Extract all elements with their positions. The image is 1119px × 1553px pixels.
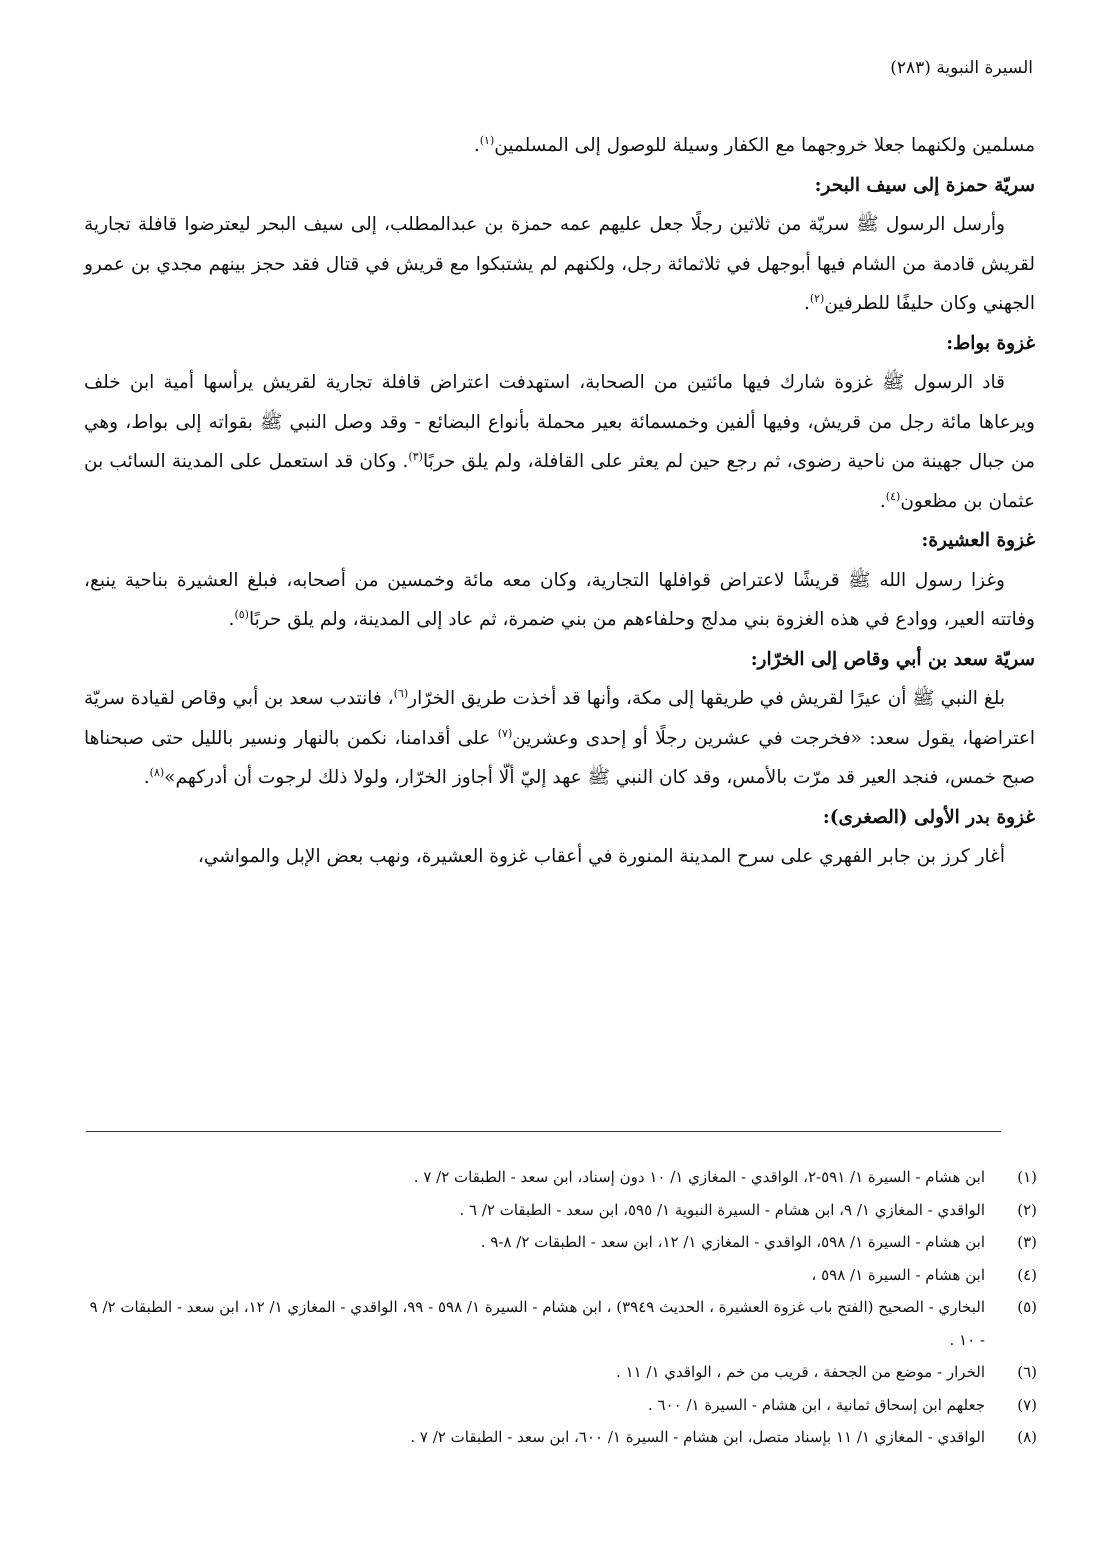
footnote-number: (٦) xyxy=(1017,1363,1037,1381)
paragraph-text: قاد الرسول ﷺ غزوة شارك فيها مائتين من الصحابة، استهدفت اعتراض قافلة تجارية لقريش يرأسها أمية ابن خلف ويرعاها مائة رجل من قريش، وفيها ألفين وخمسمائة بعير محملة بأنواع البضائع - وقد وصل النبي ﷺ بقواته إلى بواط، وهي من جبال جهينة من ناحية رضوى، ثم رجع حين لم يعثر على القافلة، ولم يلق حربًا xyxy=(84,372,1036,472)
footnote xyxy=(86,1226,1037,1259)
paragraph-text: وغزا رسول الله ﷺ قريشًا لاعتراض قوافلها التجارية، وكان معه مائة وخمسين من أصحابه، فبلغ العشيرة بناحية ينبع، وفاتته العير، ووادع في هذه الغزوة بني مدلج وحلفاءهم من بني ضمرة، ثم عاد إلى المدينة، ولم يلق حربًا xyxy=(84,569,1035,630)
footnote-ref: (٥) xyxy=(234,607,249,621)
footnote-text: ابن هشام - السيرة ١/ ٥٩١-٢، الواقدي - المغازي ١/ ١٠ دون إسناد، ابن سعد - الطبقات ٢/ ٧ . xyxy=(413,1168,985,1186)
paragraph xyxy=(84,363,1035,521)
footnote-ref: (١) xyxy=(479,133,495,147)
footnote-number: (٥) xyxy=(1017,1298,1037,1316)
footnote-text: الخرار - موضع من الجحفة ، قريب من خم ، الواقدي ١/ ١١ . xyxy=(615,1363,985,1381)
paragraph-tail: . xyxy=(473,135,480,156)
footnote xyxy=(86,1356,1037,1389)
paragraph-tail: . وكان قد استعمل على المدينة السائب بن عثمان بن مظعون xyxy=(84,451,1035,512)
paragraph xyxy=(84,679,1035,798)
footnote-ref: (٣) xyxy=(408,449,423,463)
paragraph xyxy=(84,205,1035,324)
paragraph-tail: على أقدامنا، نكمن بالنهار ونسير بالليل حتى صبحناها صبح خمس، فنجد العير قد مرّت بالأمس، وقد كان النبي ﷺ عهد إليّ ألّا أجاوز الخرّار، ولولا ذلك لرجوت أن أدركهم» xyxy=(84,727,1035,788)
footnote-ref: (٨) xyxy=(149,765,165,779)
footnotes xyxy=(86,1161,1037,1454)
footnote xyxy=(86,1291,1037,1356)
footnote-text: ابن هشام - السيرة ١/ ٥٩٨، الواقدي - المغازي ١/ ١٢، ابن سعد - الطبقات ٢/ ٨-٩ . xyxy=(480,1233,985,1251)
footnote-text: جعلهم ابن إسحاق ثمانية ، ابن هشام - السيرة ١/ ٦٠٠ . xyxy=(647,1395,985,1414)
paragraph-tail: . xyxy=(228,609,235,630)
running-head: السيرة النبوية (٢٨٣) xyxy=(890,58,1033,78)
paragraph-tail: ، فانتدب سعد بن أبي وقاص لقيادة سريّة اعتراضها، يقول سعد: «فخرجت في عشرين رجلًا أو إحدى وعشرين xyxy=(84,688,1035,749)
footnote-text: الواقدي - المغازي ١/ ١١ بإسناد متصل، ابن هشام - السيرة ١/ ٦٠٠، ابن سعد - الطبقات ٢/ ٧ . xyxy=(410,1428,985,1446)
footnote-number: (٤) xyxy=(1017,1265,1037,1284)
footnote-ref: (٢) xyxy=(809,291,825,305)
paragraph-text: أغار كرز بن جابر الفهري على سرح المدينة المنورة في أعقاب غزوة العشيرة، ونهب بعض الإبل والمواشي، xyxy=(197,846,1005,867)
footnote-number: (١) xyxy=(1017,1168,1037,1186)
paragraph xyxy=(84,561,1035,640)
footnote-number: (٧) xyxy=(1017,1395,1037,1414)
footnote-ref: (٦) xyxy=(393,686,409,700)
footnote-text: الواقدي - المغازي ١/ ٩، ابن هشام - السيرة النبوية ١/ ٥٩٥، ابن سعد - الطبقات ٢/ ٦ . xyxy=(459,1200,985,1219)
section-heading: غزوة العشيرة: xyxy=(921,530,1035,551)
footnote-number: (٨) xyxy=(1017,1428,1037,1446)
section-heading: سريّة سعد بن أبي وقاص إلى الخرّار: xyxy=(750,648,1035,670)
paragraph xyxy=(84,837,1035,877)
footnote xyxy=(86,1161,1037,1194)
footnote xyxy=(86,1421,1037,1454)
paragraph-tail: . xyxy=(143,767,150,788)
section-heading: غزوة بدر الأولى (الصغرى): xyxy=(822,806,1035,828)
paragraph xyxy=(84,126,1035,166)
footnote-text: البخاري - الصحيح (الفتح باب غزوة العشيرة ، الحديث ٣٩٤٩) ، ابن هشام - السيرة ١/ ٥٩٨ - ٩٩، الواقدي - المغازي ١/ ١٢، ابن سعد - الطبقات ٢/ ٩ - ١٠ . xyxy=(89,1298,985,1349)
footnote-text: ابن هشام - السيرة ١/ ٥٩٨ ، xyxy=(811,1265,985,1284)
footnote xyxy=(86,1259,1037,1292)
paragraph-text: مسلمين ولكنهما جعلا خروجهما مع الكفار وسيلة للوصول إلى المسلمين xyxy=(494,135,1035,156)
paragraph-tail: . xyxy=(879,490,886,512)
footnote-ref: (٤) xyxy=(885,489,901,503)
footnote-ref: (٧) xyxy=(497,726,513,740)
paragraph-text: وأرسل الرسول ﷺ سريّة من ثلاثين رجلًا جعل عليهم عمه حمزة بن عبدالمطلب، إلى سيف البحر ليعترضوا قافلة تجارية لقريش قادمة من الشام فيها أبوجهل في ثلاثمائة رجل، ولكنهم لم يشتبكوا مع قريش في قتال فقد حجز بينهم مجدي بن عمرو الجهني وكان حليفًا للطرفين xyxy=(84,214,1035,314)
footnote-number: (٣) xyxy=(1017,1233,1037,1251)
section-heading: غزوة بواط: xyxy=(946,332,1035,354)
footnote xyxy=(86,1194,1037,1227)
footnote-number: (٢) xyxy=(1017,1200,1037,1219)
body-text xyxy=(84,126,1035,877)
paragraph-tail: . xyxy=(803,293,810,314)
footnote-separator xyxy=(86,1131,1001,1132)
section-heading: سريّة حمزة إلى سيف البحر: xyxy=(814,174,1035,196)
paragraph-text: بلغ النبي ﷺ أن عيرًا لقريش في طريقها إلى مكة، وأنها قد أخذت طريق الخرّار xyxy=(408,688,1005,709)
footnote xyxy=(86,1389,1037,1422)
